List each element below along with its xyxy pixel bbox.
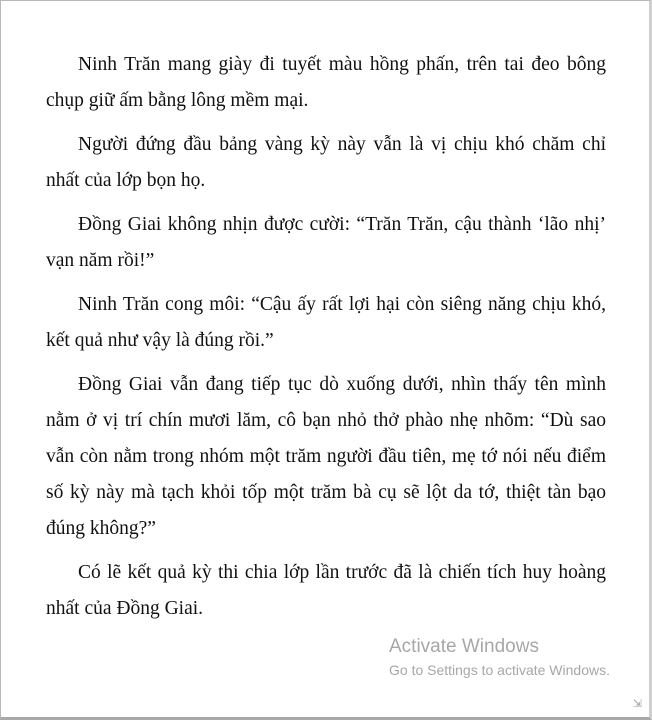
activate-windows-watermark: [389, 634, 610, 680]
paragraph-5: Đồng Giai vẫn đang tiếp tục dò xuống dưới, nhìn thấy tên mình nằm ở vị trí chín mươi lăm, cô bạn nhỏ thở phào nhẹ nhõm: “Dù sao vẫn còn nằm trong nhóm một trăm người đầu tiên, mẹ tớ nói nếu điểm số kỳ này mà tạch khỏi tốp một trăm bà cụ sẽ lột da tớ, thiệt tàn bạo đúng không?”: [46, 374, 606, 539]
paragraph-4: Ninh Trăn cong môi: “Cậu ấy rất lợi hại còn siêng năng chịu khó, kết quả như vậy là đúng rồi.”: [46, 294, 606, 351]
paragraph-1: Ninh Trăn mang giày đi tuyết màu hồng phấn, trên tai đeo bông chụp giữ ấm bằng lông mềm mại.: [46, 54, 606, 111]
activate-windows-subtitle: Go to Settings to activate Windows.: [389, 662, 610, 678]
document-page: [46, 47, 606, 635]
activate-windows-title: Activate Windows: [389, 636, 539, 657]
paragraph-6: Có lẽ kết quả kỳ thi chia lớp lần trước đã là chiến tích huy hoàng nhất của Đồng Giai.: [46, 562, 606, 619]
paragraph-3: Đồng Giai không nhịn được cười: “Trăn Trăn, cậu thành ‘lão nhị’ vạn năm rồi!”: [46, 214, 606, 271]
resize-grip-icon[interactable]: ⇲: [632, 697, 642, 710]
paragraph-2: Người đứng đầu bảng vàng kỳ này vẫn là vị chịu khó chăm chỉ nhất của lớp bọn họ.: [46, 134, 606, 191]
